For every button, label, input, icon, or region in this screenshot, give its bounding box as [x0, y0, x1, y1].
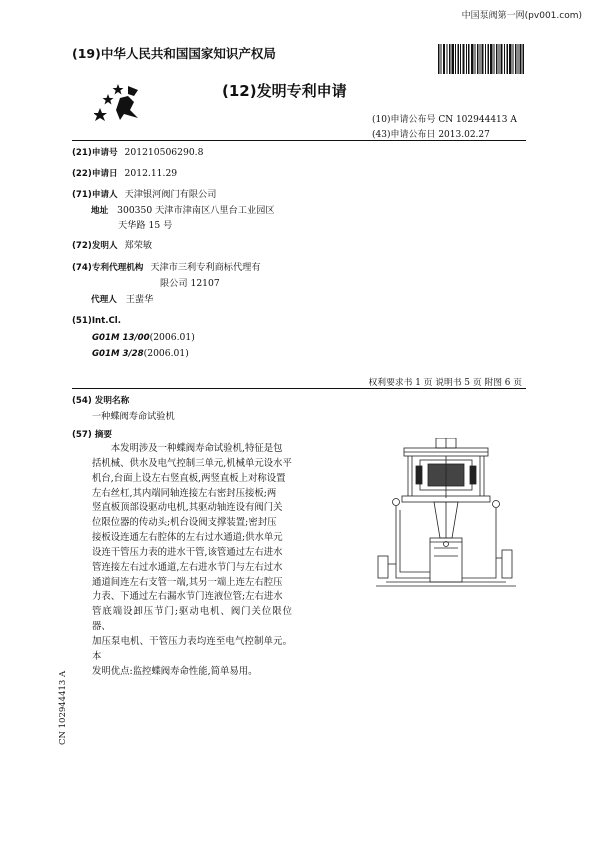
ipc-code-2: G01M 3/28	[92, 349, 144, 359]
site-watermark: 中国泵阀第一网(pv001.com)	[461, 11, 582, 21]
intcl-label	[72, 313, 121, 329]
ipc-date-2: (2006.01)	[143, 348, 189, 359]
machine-drawing-figure	[376, 438, 516, 590]
inventor-name: 郑荣敏	[124, 240, 153, 251]
filing-date: 2012.11.29	[124, 168, 178, 179]
document-type-heading: (12)发明专利申请	[222, 82, 347, 100]
abstract-line: 括机械、供水及电气控制三单元,机械单元设水平	[92, 457, 292, 469]
agent-name: 王蜚华	[125, 294, 154, 305]
abstract-line: 本发明涉及一种蝶阀寿命试验机,特征是包	[110, 443, 283, 454]
publication-date: (43)申请公布日 2013.02.27	[372, 130, 490, 140]
abstract-body	[92, 442, 292, 680]
section-divider	[72, 388, 526, 389]
abstract-line: 通道间连左右支管一端,其另一端上连左右腔压	[92, 576, 283, 588]
abstract-line: 发明优点:监控蝶阀寿命性能,简单易用。	[92, 665, 258, 677]
agency-row	[72, 260, 261, 276]
page-counts: 权利要求书 1 页 说明书 5 页 附图 6 页	[368, 378, 522, 388]
abstract-line: 竖直板顶部设驱动电机,其驱动轴连设有阀门关	[92, 502, 283, 514]
abstract-line: 管底端设卸压节门;驱动电机、阀门关位限位器、	[92, 606, 292, 633]
abstract-line: 管连接左右过水通道,左右进水节门与左右过水	[92, 561, 283, 573]
barcode	[438, 44, 524, 74]
ipc-date-1: (2006.01)	[149, 332, 195, 343]
side-publication-number: CN 102944413 A	[58, 670, 68, 745]
abstract-line: 机台,台面上设左右竖直板,两竖直板上对称设置	[92, 472, 286, 484]
address-row	[91, 203, 275, 219]
ipc-row-2	[92, 346, 189, 362]
title-label-text: (54) 发明名称	[72, 396, 130, 406]
abstract-line: 接板设连通左右腔体的左右过水通道;供水单元	[92, 532, 283, 544]
patent-office-name: (19)中华人民共和国国家知识产权局	[72, 46, 276, 61]
address-line-1: 300350 天津市津南区八里台工业园区	[117, 205, 275, 216]
abstract-line: 力表、下通过左右漏水节门连液位管;左右进水	[92, 591, 283, 603]
ipc-code-1: G01M 13/00	[92, 333, 150, 343]
invention-title: 一种蝶阀寿命试验机	[92, 411, 175, 422]
application-number: 201210506290.8	[124, 147, 204, 158]
cnipa-emblem-icon	[94, 80, 150, 124]
intcl-heading: (51)Int.Cl.	[72, 316, 122, 326]
abstract-line: 左右丝杠,其内端同轴连接左右密封压接板;两	[92, 487, 277, 499]
title-label	[72, 393, 129, 409]
application-number-row	[72, 145, 203, 161]
ipc-row-1	[92, 330, 195, 346]
agency-line-2: 限公司 12107	[160, 278, 220, 289]
header-divider	[72, 140, 526, 141]
abstract-label-text: (57) 摘要	[72, 430, 112, 440]
applicant-name: 天津银河阀门有限公司	[124, 189, 217, 200]
agent-row	[91, 292, 153, 308]
applicant-row	[72, 187, 216, 203]
application-number-label: (21)申请号	[72, 148, 118, 158]
abstract-line: 设连干管压力表的进水干管,该管通过左右进水	[92, 546, 283, 558]
applicant-label: (71)申请人	[72, 190, 118, 200]
agency-label: (74)专利代理机构	[72, 263, 144, 273]
address-label: 地址	[91, 206, 109, 216]
filing-date-row	[72, 166, 177, 182]
filing-date-label: (22)申请日	[72, 169, 118, 179]
address-line-2: 天华路 15 号	[118, 220, 173, 231]
inventor-label: (72)发明人	[72, 241, 118, 251]
inventor-row	[72, 238, 152, 254]
agency-line-1: 天津市三利专利商标代理有	[150, 262, 261, 273]
publication-number: (10)申请公布号 CN 102944413 A	[372, 115, 517, 125]
agent-label: 代理人	[91, 295, 117, 305]
abstract-label	[72, 427, 112, 443]
abstract-line: 位限位器的传动头;机台设阀支撑装置;密封压	[92, 517, 277, 529]
abstract-line: 加压泵电机、干管压力表均连至电气控制单元。本	[92, 635, 292, 662]
